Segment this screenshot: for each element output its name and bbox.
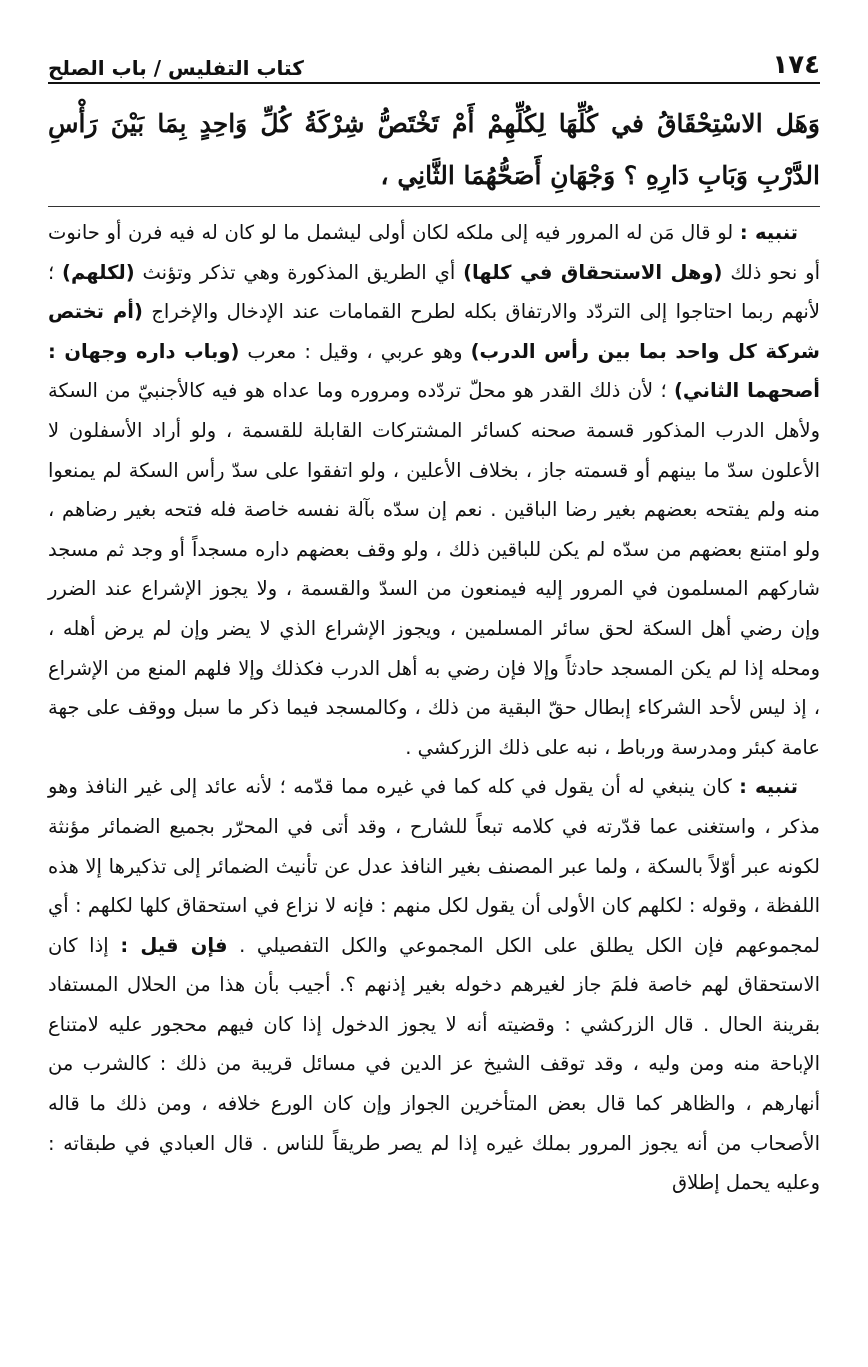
matn-quote: (وهل الاستحقاق في كلها) bbox=[463, 260, 723, 284]
commentary-text: أي الطريق المذكورة وهي تذكر وتؤنث bbox=[134, 260, 464, 284]
commentary-text: لو قال مَن له المرور فيه إلى ملكه لكان أولى ليشمل ما لو كان له فيه فرن أو حانوت أو نحو ذلك bbox=[48, 221, 820, 284]
matn-quote: (لكلهم) bbox=[62, 260, 135, 284]
commentary-text: ؛ لأنهم ربما احتاجوا إلى التردّد والارتفاق بكله لطرح القمامات عند الإدخال والإخراج bbox=[48, 260, 820, 324]
matn-quote: (أم تختص شركة كل واحد بما بين رأس الدرب) bbox=[48, 300, 820, 363]
page-header bbox=[48, 40, 820, 84]
commentary-text: وهو عربي ، وقيل : معرب bbox=[239, 339, 471, 363]
tanbih-label: تنبيه : bbox=[739, 221, 798, 244]
objection-label: فإن قيل : bbox=[120, 933, 228, 957]
commentary-text: كان ينبغي له أن يقول في كله كما في غيره مما قدّمه ؛ لأنه عائد إلى غير النافذ وهو مذكر ، واستغنى عما قدّرته في كلامه تبعاً للشارح ، وقد أتى في المحرّر بجميع الضمائر مؤنثة لكونه عبر أوّلاً بالسكة ، ولما عبر المصنف بغير النافذ عدل عن تأنيث الضمائر إلى تذكيرها إلا هذه اللفظة ، وقوله : لكلهم كان الأولى أن يقول لكل منهم : فإنه لا نزاع في استحقاق كلها لكلهم : أي لمجموعهم فإن الكل يطلق على الكل المجموعي والكل التفصيلي . bbox=[48, 775, 820, 957]
matn-text: وَهَل الاسْتِحْقَاقُ في كُلِّهَا لِكُلِّهِمْ أَمْ تَخْتَصُّ شِرْكَةُ كُلِّ وَاحِدٍ بِمَا بَيْنَ رَأْسِ الدَّرْبِ وَبَابِ دَارِهِ ؟ وَجْهَانِ أَصَحُّهُمَا الثَّانِي ، bbox=[48, 98, 820, 207]
commentary-text: إذا كان الاستحقاق لهم خاصة فلمَ جاز لغيرهم دخوله بغير إذنهم ؟. أجيب بأن هذا من الحلال المستفاد بقرينة الحال . قال الزركشي : وقضيته أنه لا يجوز الدخول إذا كان فيهم محجور عليه لامتناع الإباحة منه ومن وليه ، وقد توقف الشيخ عز الدين في مسائل قريبة من ذلك : كالشرب من أنهارهم ، والظاهر كما قال بعض المتأخرين الجواز وإن كان الورع خلافه ، ومن ذلك ما قاله الأصحاب من أنه يجوز المرور بملك غيره إذا لم يصر طريقاً للناس . قال العبادي في طبقاته : وعليه يحمل إطلاق bbox=[48, 933, 820, 1195]
commentary bbox=[48, 213, 820, 1203]
commentary-paragraph-2 bbox=[48, 767, 820, 1203]
matn-quote: (وباب داره وجهان : أصحهما الثاني) bbox=[48, 339, 820, 403]
page-number: ١٧٤ bbox=[772, 50, 820, 80]
commentary-text: ؛ لأن ذلك القدر هو محلّ تردّده ومروره وما عداه هو فيه كالأجنبيّ من السكة ولأهل الدرب المذكور قسمة صحنه كسائر المشتركات القابلة للقسمة ، ولو أراد الأسفلون لا الأعلون سدّ ما بينهم أو قسمته جاز ، بخلاف الأعلين ، ولو اتفقوا على سدّ رأس السكة لم يمنعوا منه ولم يفتحه بعضهم بغير رضا الباقين . نعم إن سدّه بآلة نفسه خاصة فله فتحه بغير رضاهم ، ولو امتنع بعضهم من سدّه لم يكن للباقين ذلك ، ولو وقف بعضهم داره مسجداً أو وجد ثم مسجد شاركهم المسلمون في المرور إليه فيمنعون من السدّ والقسمة ، ولا يجوز الإشراع عند الضرر وإن رضي أهل السكة لحق سائر المسلمين ، ويجوز الإشراع الذي لا يضر وإن لم يرض أهله ، ومحله إذا لم يكن المسجد حادثاً وإلا فإن رضي به أهل الدرب فكذلك وإلا فلهم المنع من الإشراع ، إذ ليس لأحد الشركاء إبطال حقّ البقية من ذلك ، وكالمسجد فيما ذكر ما سبل ووقف على جهة عامة كبئر ومدرسة ورباط ، نبه على ذلك الزركشي . bbox=[48, 379, 820, 759]
running-title: كتاب التفليس / باب الصلح bbox=[48, 56, 304, 80]
tanbih-label: تنبيه : bbox=[739, 775, 798, 799]
commentary-paragraph-1 bbox=[48, 213, 820, 767]
